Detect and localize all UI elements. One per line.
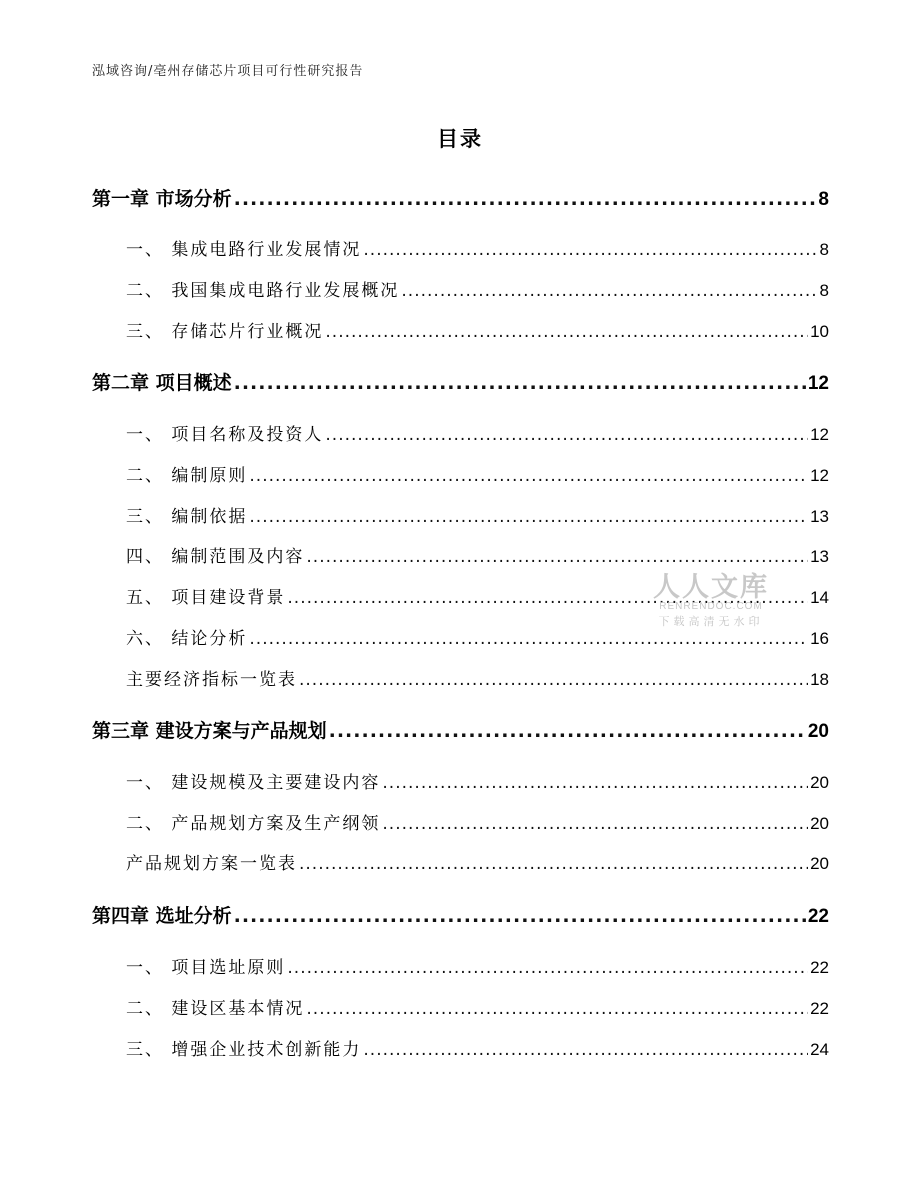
- toc-chapter-entry[interactable]: [92, 184, 829, 211]
- toc-page-number: 12: [810, 466, 829, 485]
- toc-dot-leader: [306, 547, 808, 567]
- toc-section-entry[interactable]: [126, 809, 829, 834]
- toc-entry-label: 产品规划方案一览表: [126, 854, 297, 874]
- toc-chapter-entry[interactable]: [92, 716, 829, 743]
- toc-entry-label: 一、 建设规模及主要建设内容: [126, 773, 381, 793]
- toc-dot-leader: [363, 1040, 808, 1060]
- toc-entry-label: 一、 项目选址原则: [126, 958, 286, 978]
- toc-entry-label: 第三章 建设方案与产品规划: [92, 720, 327, 742]
- toc-entry-label: 三、 编制依据: [126, 507, 248, 527]
- watermark-sub-text: 下载高清无水印: [658, 615, 764, 628]
- toc-entry-label: 三、 增强企业技术创新能力: [126, 1040, 362, 1060]
- toc-entry-label: 第一章 市场分析: [92, 188, 232, 210]
- toc-entry-label: 二、 产品规划方案及生产纲领: [126, 814, 381, 834]
- toc-dot-leader: [401, 281, 817, 301]
- toc-dot-leader: [299, 854, 808, 874]
- toc-page-number: 20: [807, 721, 829, 742]
- toc-entry-label: 三、 存储芯片行业概况: [126, 322, 324, 342]
- toc-page-number: 20: [810, 854, 829, 873]
- toc-dot-leader: [249, 507, 808, 527]
- toc-section-entry[interactable]: [126, 317, 829, 342]
- toc-section-entry[interactable]: [126, 849, 829, 874]
- toc-dot-leader: [249, 629, 808, 649]
- toc-page-number: 14: [810, 588, 829, 607]
- toc-section-entry[interactable]: [126, 502, 829, 527]
- toc-dot-leader: [234, 905, 806, 927]
- toc-page-number: 22: [810, 999, 829, 1018]
- toc-entry-label: 二、 我国集成电路行业发展概况: [126, 281, 400, 301]
- toc-entry-label: 四、 编制范围及内容: [126, 547, 305, 567]
- toc-section-entry[interactable]: [126, 768, 829, 793]
- toc-page-number: 8: [819, 281, 829, 300]
- toc-dot-leader: [299, 670, 808, 690]
- toc-entry-label: 五、 项目建设背景: [126, 588, 286, 608]
- toc-section-entry[interactable]: [126, 994, 829, 1019]
- toc-chapter-entry[interactable]: [92, 368, 829, 395]
- toc-dot-leader: [329, 720, 806, 742]
- toc-dot-leader: [382, 814, 808, 834]
- toc-entry-label: 第四章 选址分析: [92, 905, 232, 927]
- toc-page-number: 12: [810, 425, 829, 444]
- toc-dot-leader: [325, 322, 808, 342]
- watermark-url-text: RENRENDOC.COM: [659, 601, 763, 612]
- toc-entry-label: 六、 结论分析: [126, 629, 248, 649]
- toc-page-number: 22: [810, 958, 829, 977]
- toc-section-entry[interactable]: [126, 461, 829, 486]
- toc-section-entry[interactable]: [126, 542, 829, 567]
- toc-entry-label: 第二章 项目概述: [92, 372, 232, 394]
- toc-page-number: 8: [818, 189, 829, 210]
- toc-entry-label: 一、 项目名称及投资人: [126, 425, 324, 445]
- toc-page-number: 13: [810, 547, 829, 566]
- toc-entry-label: 主要经济指标一览表: [126, 670, 297, 690]
- watermark-logo: [646, 565, 776, 629]
- toc-section-entry[interactable]: [126, 276, 829, 301]
- toc-section-entry[interactable]: [126, 1035, 829, 1060]
- toc-page-number: 18: [810, 670, 829, 689]
- toc-page-number: 16: [810, 629, 829, 648]
- toc-section-entry[interactable]: [126, 235, 829, 260]
- toc-dot-leader: [325, 425, 808, 445]
- toc-chapter-entry[interactable]: [92, 901, 829, 928]
- toc-dot-leader: [234, 372, 806, 394]
- toc-page-number: 20: [810, 773, 829, 792]
- toc-entry-label: 二、 编制原则: [126, 466, 248, 486]
- page-title: 目录: [437, 127, 483, 151]
- page-header: 泓域咨询/亳州存储芯片项目可行性研究报告: [92, 64, 364, 79]
- toc-dot-leader: [363, 240, 817, 260]
- toc-dot-leader: [249, 466, 808, 486]
- toc-page-number: 10: [810, 322, 829, 341]
- toc-page-number: 20: [810, 814, 829, 833]
- toc-section-entry[interactable]: [126, 953, 829, 978]
- toc-page-number: 22: [807, 906, 829, 927]
- toc-section-entry[interactable]: [126, 665, 829, 690]
- toc-page-number: 12: [807, 373, 829, 394]
- toc-dot-leader: [382, 773, 808, 793]
- toc-dot-leader: [287, 958, 808, 978]
- toc-page-number: 24: [810, 1040, 829, 1059]
- toc-dot-leader: [306, 999, 808, 1019]
- toc-page-number: 13: [810, 507, 829, 526]
- toc-dot-leader: [234, 188, 817, 210]
- toc-entry-label: 二、 建设区基本情况: [126, 999, 305, 1019]
- watermark-main-text: 人人文库: [653, 572, 769, 603]
- toc-section-entry[interactable]: [126, 420, 829, 445]
- toc-entry-label: 一、 集成电路行业发展情况: [126, 240, 362, 260]
- toc-page-number: 8: [819, 240, 829, 259]
